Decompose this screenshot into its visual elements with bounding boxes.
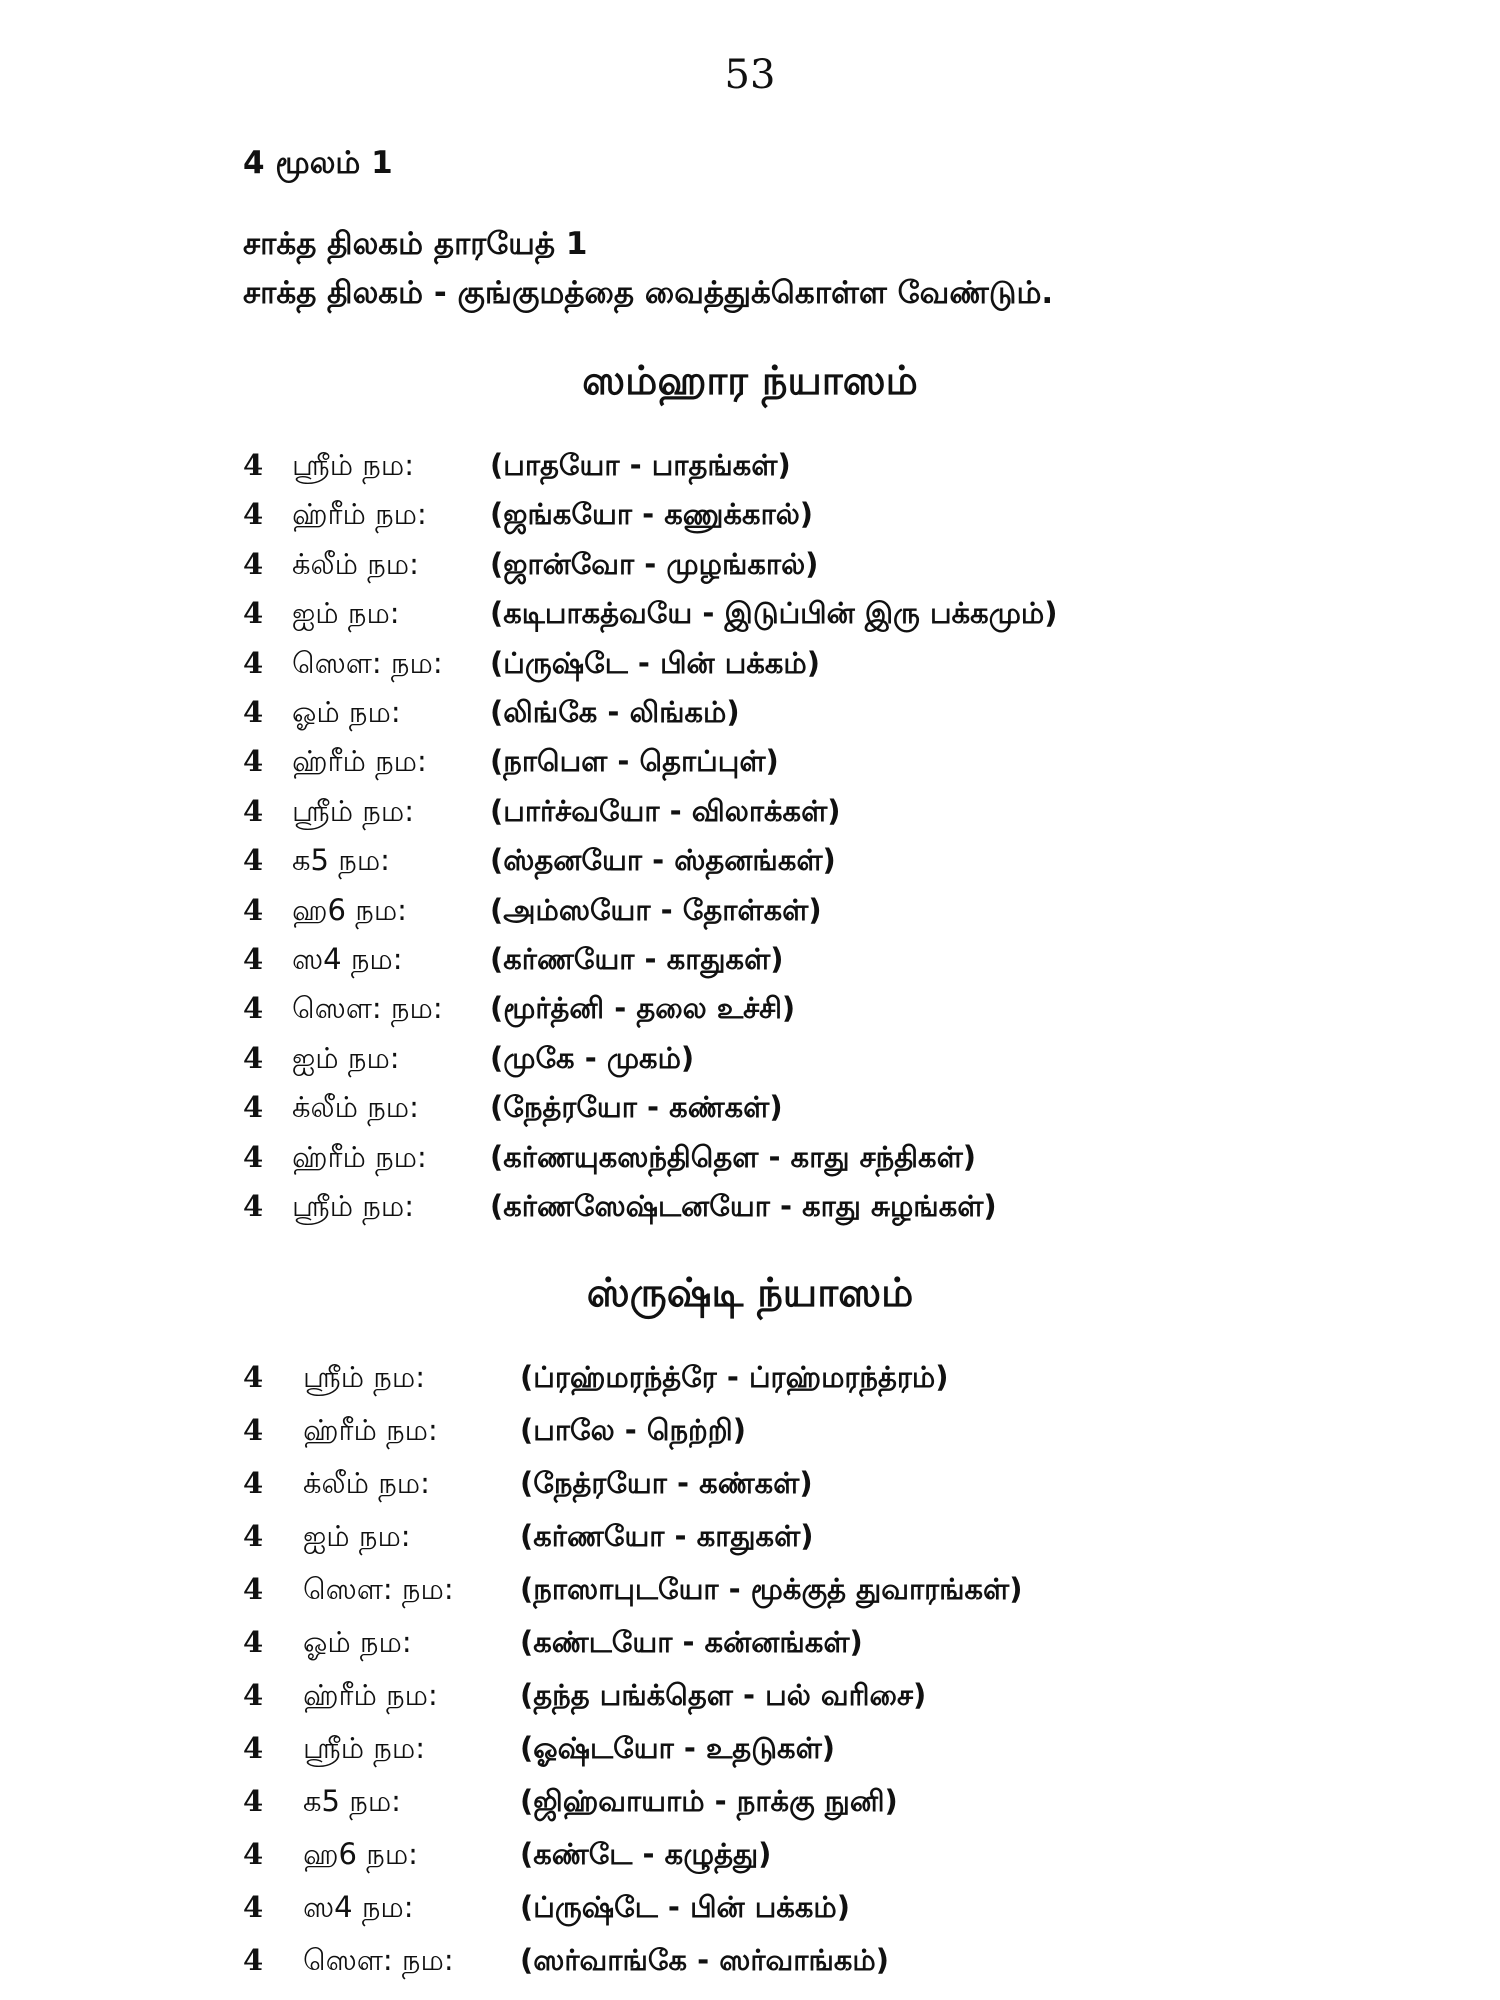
row-number: 4 (243, 1040, 264, 1075)
meaning-text: (நாபெள - தொப்புள்) (490, 744, 779, 779)
mantra-text: க்லீம் நம: (303, 1466, 430, 1500)
mantra-text: ஸ4 நம: (292, 942, 403, 976)
meaning-text: (கர்ணயோ - காதுகள்) (490, 942, 784, 976)
mantra-text: ஹ்ரீம் நம: (303, 1413, 438, 1447)
mantra-text: ஹ்ரீம் நம: (292, 1139, 427, 1174)
mantra-text: ஓம் நம: (292, 695, 401, 729)
row-number: 4 (243, 497, 264, 532)
row-number: 4 (243, 1731, 264, 1765)
mantra-text: ஸ்ரீம் நம: (303, 1360, 425, 1394)
mantra-text: ஹ6 நம: (303, 1837, 418, 1871)
meaning-text: (லிங்கே - லிங்கம்) (490, 695, 740, 729)
meaning-text: (நேத்ரயோ - கண்கள்) (520, 1466, 813, 1500)
meaning-text: (பார்ச்வயோ - விலாக்கள்) (490, 793, 841, 828)
row-number: 4 (243, 596, 264, 631)
mantra-text: ஐம் நம: (292, 596, 400, 631)
row-number: 4 (243, 448, 264, 482)
mantra-text: ஹ்ரீம் நம: (292, 497, 427, 532)
mantra-text: ஹ்ரீம் நம: (292, 744, 427, 779)
mantra-text: ஸ்ரீம் நம: (292, 1189, 414, 1223)
meaning-text: (கண்டே - கழுத்து) (520, 1837, 772, 1871)
row-number: 4 (243, 1943, 264, 1977)
intro-line-tilakam: சாக்த திலகம் தாரயேத் 1 (243, 226, 588, 262)
row-number: 4 (243, 645, 264, 680)
meaning-text: (கண்டயோ - கன்னங்கள்) (520, 1625, 863, 1659)
row-number: 4 (243, 1466, 264, 1500)
row-number: 4 (243, 1519, 264, 1553)
row-number: 4 (243, 744, 264, 779)
meaning-text: (கர்ணஸேஷ்டனயோ - காது சுழங்கள்) (490, 1189, 997, 1223)
mantra-text: க்லீம் நம: (292, 1090, 419, 1125)
meaning-text: (ஜான்வோ - முழங்கால்) (490, 546, 819, 581)
meaning-text: (ஸர்வாங்கே - ஸர்வாங்கம்) (520, 1943, 889, 1977)
row-number: 4 (243, 1360, 264, 1394)
mantra-text: ஸெள: நம: (292, 991, 443, 1026)
intro-line-explanation: சாக்த திலகம் - குங்குமத்தை வைத்துக்கொள்ள வேண்டும். (243, 275, 1054, 311)
mantra-text: ஸ4 நம: (303, 1890, 414, 1924)
mantra-text: க5 நம: (292, 843, 390, 878)
mantra-text: ஸெள: நம: (303, 1572, 454, 1606)
row-number: 4 (243, 991, 264, 1026)
meaning-text: (ப்ரஹ்மரந்த்ரே - ப்ரஹ்மரந்த்ரம்) (520, 1360, 949, 1394)
meaning-text: (ஜங்கயோ - கணுக்கால்) (490, 497, 814, 532)
meaning-text: (கடிபாகத்வயே - இடுப்பின் இரு பக்கமும்) (490, 596, 1058, 631)
row-number: 4 (243, 892, 264, 927)
row-number: 4 (243, 1139, 264, 1174)
row-number: 4 (243, 793, 264, 828)
row-number: 4 (243, 1625, 264, 1659)
meaning-text: (நேத்ரயோ - கண்கள்) (490, 1090, 783, 1125)
row-number: 4 (243, 546, 264, 581)
meaning-text: (ஓஷ்டயோ - உதடுகள்) (520, 1731, 836, 1765)
row-number: 4 (243, 1890, 264, 1924)
meaning-text: (மூர்த்னி - தலை உச்சி) (490, 991, 796, 1026)
row-number: 4 (243, 695, 264, 729)
row-number: 4 (243, 1837, 264, 1871)
meaning-text: (கர்ணயுகஸந்திதெள - காது சந்திகள்) (490, 1139, 976, 1174)
mantra-text: ஹ்ரீம் நம: (303, 1678, 438, 1712)
row-number: 4 (243, 1678, 264, 1712)
page-number: 53 (724, 52, 776, 98)
meaning-text: (அம்ஸயோ - தோள்கள்) (490, 892, 822, 927)
mantra-text: ஸ்ரீம் நம: (292, 448, 414, 482)
meaning-text: (ஸ்தனயோ - ஸ்தனங்கள்) (490, 843, 836, 878)
meaning-text: (பாலே - நெற்றி) (520, 1413, 746, 1447)
meaning-text: (பாதயோ - பாதங்கள்) (490, 448, 791, 482)
row-number: 4 (243, 1413, 264, 1447)
row-number: 4 (243, 1090, 264, 1125)
mantra-text: ஐம் நம: (292, 1040, 400, 1075)
meaning-text: (ஜிஹ்வாயாம் - நாக்கு நுனி) (520, 1784, 898, 1818)
mantra-text: ஸெள: நம: (292, 645, 443, 680)
row-number: 4 (243, 942, 264, 976)
row-number: 4 (243, 1572, 264, 1606)
meaning-text: (நாஸாபுடயோ - மூக்குத் துவாரங்கள்) (520, 1572, 1023, 1606)
mantra-text: ஸ்ரீம் நம: (292, 793, 414, 828)
mantra-text: ஹ6 நம: (292, 892, 407, 927)
meaning-text: (தந்த பங்க்தெள - பல் வரிசை) (520, 1678, 927, 1712)
mantra-text: ஸெள: நம: (303, 1943, 454, 1977)
mantra-text: க்லீம் நம: (292, 546, 419, 581)
section-heading-srushti: ஸ்ருஷ்டி ந்யாஸம் (586, 1270, 914, 1316)
meaning-text: (ப்ருஷ்டே - பின் பக்கம்) (490, 645, 821, 680)
meaning-text: (முகே - முகம்) (490, 1040, 695, 1075)
mantra-text: ஐம் நம: (303, 1519, 411, 1553)
row-number: 4 (243, 1784, 264, 1818)
section-heading-samhara: ஸம்ஹார ந்யாஸம் (582, 358, 918, 404)
mantra-text: ஓம் நம: (303, 1625, 412, 1659)
mantra-text: க5 நம: (303, 1784, 401, 1818)
mantra-text: ஸ்ரீம் நம: (303, 1731, 425, 1765)
meaning-text: (ப்ருஷ்டே - பின் பக்கம்) (520, 1890, 851, 1924)
meaning-text: (கர்ணயோ - காதுகள்) (520, 1519, 814, 1553)
intro-line-moolam: 4 மூலம் 1 (243, 145, 393, 181)
row-number: 4 (243, 1189, 264, 1223)
row-number: 4 (243, 843, 264, 878)
